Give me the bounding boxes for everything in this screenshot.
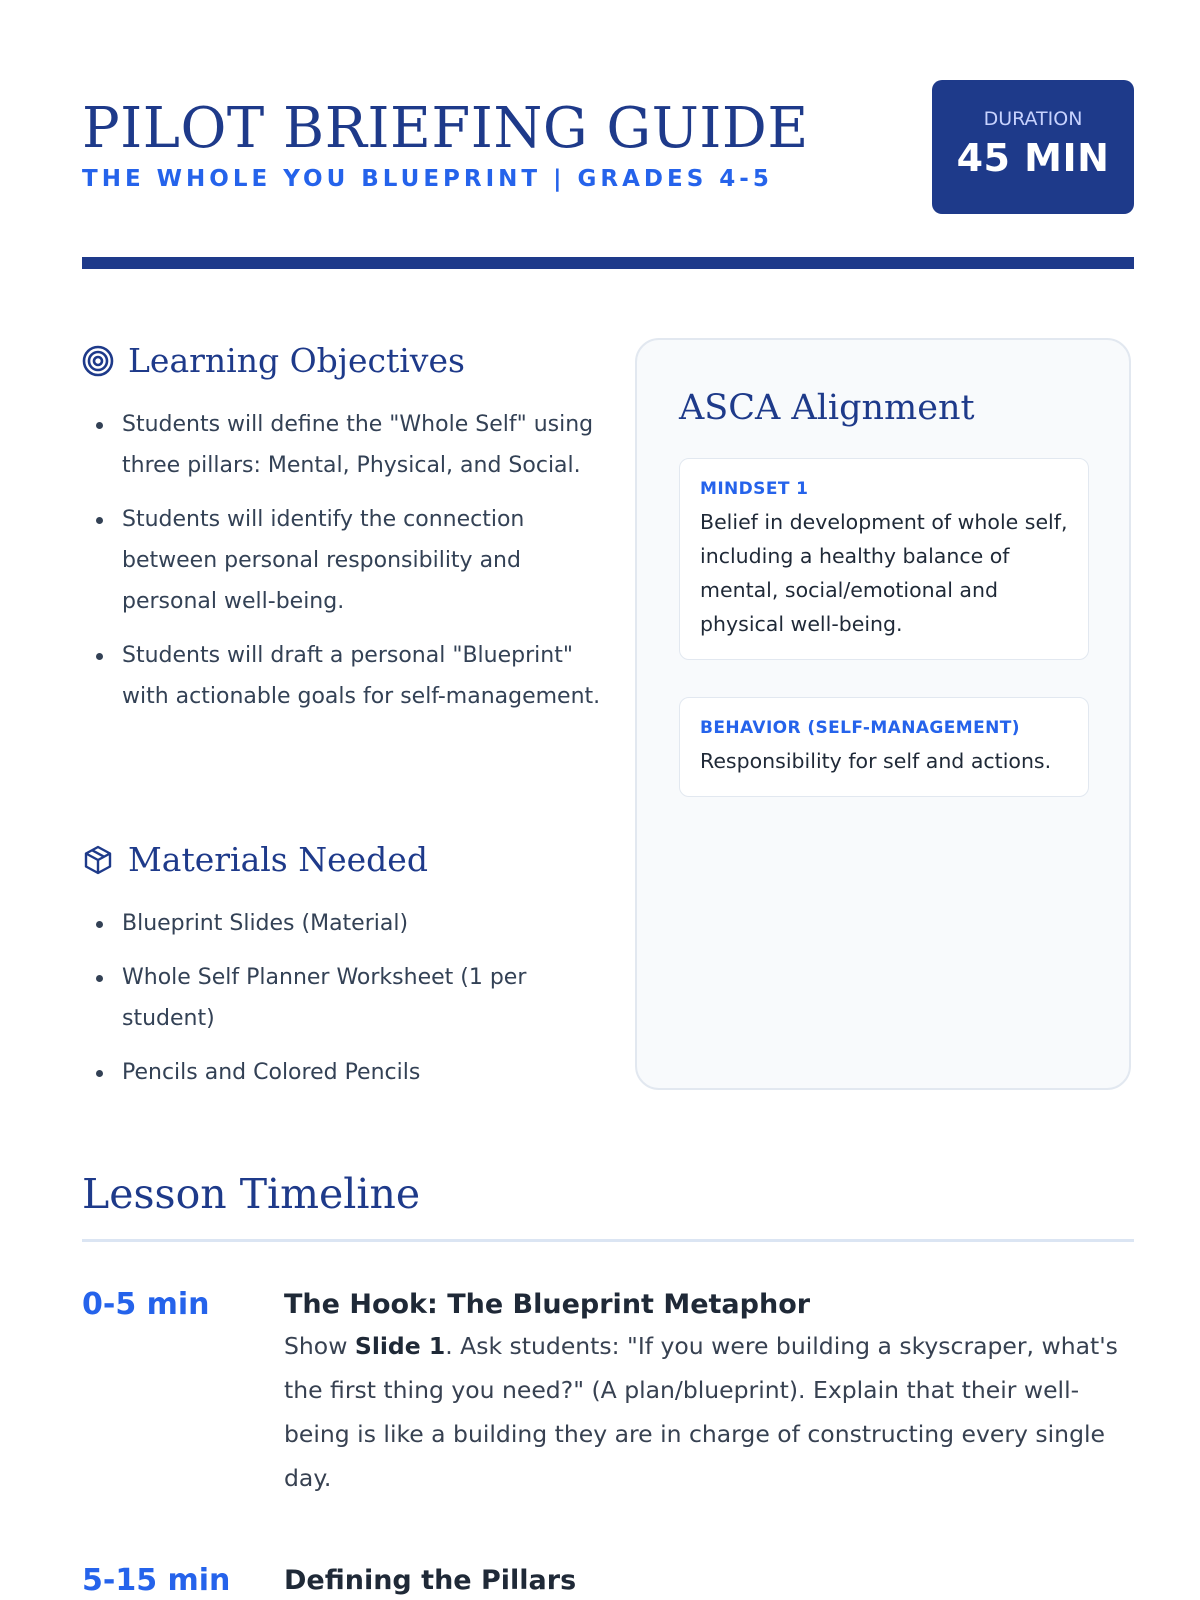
- objectives-list: [92, 404, 622, 730]
- duration-value: 45 MIN: [956, 136, 1110, 180]
- target-icon: [82, 345, 114, 377]
- standard-card-mindset: [679, 458, 1089, 660]
- timeline-divider: [82, 1239, 1134, 1242]
- duration-label: DURATION: [983, 108, 1083, 130]
- materials-list: [92, 903, 622, 1106]
- timeline-item-text: [284, 1324, 1134, 1500]
- asca-heading: ASCA Alignment: [679, 388, 975, 428]
- standard-description: Responsibility for self and actions.: [700, 749, 1052, 773]
- page-title: PILOT BRIEFING GUIDE: [82, 96, 809, 161]
- objectives-heading: Learning Objectives: [128, 341, 465, 380]
- standard-code: MINDSET 1: [700, 479, 809, 499]
- text-segment: Show: [284, 1332, 355, 1360]
- page-subtitle: THE WHOLE YOU BLUEPRINT | GRADES 4-5: [82, 166, 773, 192]
- list-item: Students will identify the connection between personal responsibility and personal well-being.: [122, 499, 622, 622]
- text-segment: . Ask students: "If you were building a skyscraper, what's the first thing you need?" (A plan/blueprint). Explain that their well-being is like a building they are in charge of constructing every single day.: [284, 1332, 1118, 1492]
- materials-heading: Materials Needed: [128, 840, 428, 879]
- timeline-item-title: The Hook: The Blueprint Metaphor: [284, 1289, 811, 1320]
- standard-code: BEHAVIOR (SELF-MANAGEMENT): [700, 718, 1020, 738]
- list-item: Pencils and Colored Pencils: [122, 1052, 622, 1093]
- objectives-header: [82, 341, 465, 380]
- timeline-time: 0-5 min: [82, 1287, 210, 1322]
- slide-reference: Slide 1: [354, 1332, 446, 1360]
- standard-description: Belief in development of whole self, including a healthy balance of mental, social/emotional and physical well-being.: [700, 510, 1068, 636]
- list-item: Blueprint Slides (Material): [122, 903, 622, 944]
- header: [82, 80, 1134, 216]
- duration-badge: [932, 80, 1134, 214]
- standard-card-behavior: [679, 697, 1089, 797]
- materials-header: [82, 840, 428, 879]
- box-icon: [82, 844, 114, 876]
- list-item: Students will define the "Whole Self" using three pillars: Mental, Physical, and Social.: [122, 404, 622, 486]
- header-divider: [82, 257, 1134, 269]
- timeline-item-title: Defining the Pillars: [284, 1565, 577, 1596]
- asca-alignment-card: [635, 338, 1131, 1090]
- timeline-heading: Lesson Timeline: [82, 1170, 421, 1218]
- list-item: Whole Self Planner Worksheet (1 per student): [122, 957, 622, 1039]
- timeline-body: [284, 1287, 1134, 1500]
- list-item: Students will draft a personal "Blueprint" with actionable goals for self-management.: [122, 635, 622, 717]
- timeline-body: [284, 1563, 1134, 1596]
- timeline-time: 5-15 min: [82, 1563, 231, 1598]
